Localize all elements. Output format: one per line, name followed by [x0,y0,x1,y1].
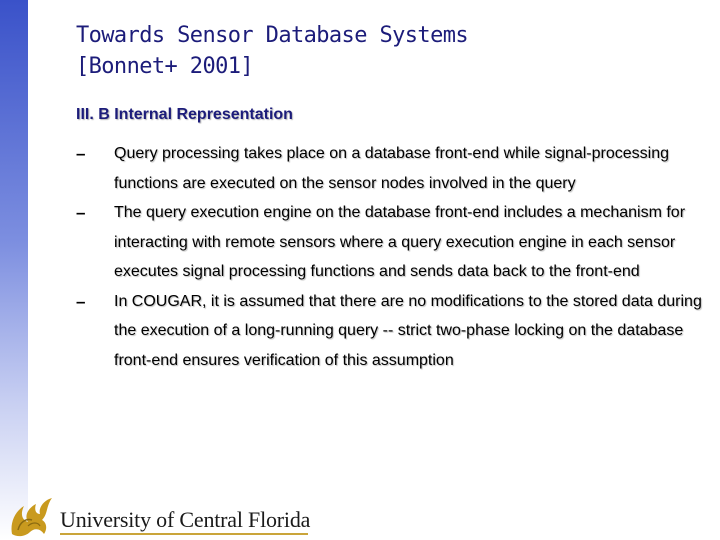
title-line-1: Towards Sensor Database Systems [76,23,468,48]
pegasus-logo-icon [6,494,54,540]
bullet-text: Query processing takes place on a database front-end while signal-processing functions are executed on the sensor nodes involved in the query [114,145,669,192]
bullet-item [76,287,706,376]
bullet-dash: – [76,291,86,311]
university-name: University of Central Florida [60,507,311,532]
section-heading: III. B Internal Representation [76,106,293,123]
bullet-list [76,139,706,375]
bullet-dash: – [76,144,86,163]
left-accent-bar [0,0,28,540]
bullet-item [76,198,706,287]
title-line-2: [Bonnet+ 2001] [76,54,254,79]
bullet-text: In COUGAR, it is assumed that there are no modifications to the stored data during the execution of a long-running query -- strict two-phase locking on the database front-end ensures verification of this assumption [114,292,702,369]
bullet-item [76,139,706,198]
bullet-dash: – [76,203,86,222]
slide-title [76,20,696,82]
footer-underline [60,533,308,535]
bullet-text: The query execution engine on the database front-end includes a mechanism for interacting with remote sensors where a query execution engine in each sensor executes signal processing functions and sends data back to the front-end [114,204,686,280]
